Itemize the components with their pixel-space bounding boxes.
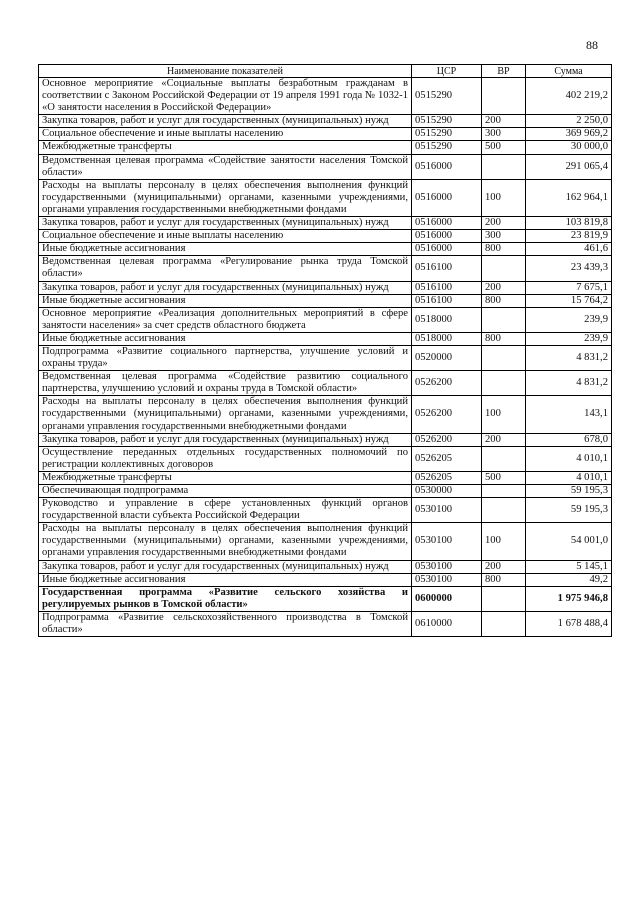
cell-name: Расходы на выплаты персоналу в целях обеспечения выполнения функций государственными (муниципальными) органами, казенными учреждениями, органами управления государственными внебюджетными фондами	[39, 523, 412, 560]
cell-name: Основное мероприятие «Реализация дополнительных мероприятий в сфере занятости населения» за счет средств областного бюджета	[39, 307, 412, 332]
budget-table	[38, 64, 612, 637]
cell-sum: 4 010,1	[526, 471, 612, 484]
cell-sum: 23 819,9	[526, 230, 612, 243]
cell-vr: 200	[482, 560, 526, 573]
cell-sum: 369 969,2	[526, 128, 612, 141]
cell-csr: 0516100	[412, 256, 482, 281]
cell-name: Ведомственная целевая программа «Содействие развитию социального партнерства, улучшению условий и охраны труда в Томской области»	[39, 371, 412, 396]
column-header-name: Наименование показателей	[39, 65, 412, 78]
cell-csr: 0518000	[412, 307, 482, 332]
cell-vr	[482, 611, 526, 636]
cell-sum: 30 000,0	[526, 141, 612, 154]
cell-csr: 0526200	[412, 396, 482, 433]
cell-name: Иные бюджетные ассигнования	[39, 294, 412, 307]
cell-vr: 800	[482, 573, 526, 586]
cell-vr: 300	[482, 128, 526, 141]
cell-name: Расходы на выплаты персоналу в целях обеспечения выполнения функций государственными (муниципальными) органами, казенными учреждениями, органами управления государственными внебюджетными фондами	[39, 396, 412, 433]
cell-sum: 49,2	[526, 573, 612, 586]
cell-name: Руководство и управление в сфере установленных функций органов государственной власти субъекта Российской Федерации	[39, 498, 412, 523]
table-row	[39, 560, 612, 573]
cell-csr: 0515290	[412, 141, 482, 154]
cell-name: Закупка товаров, работ и услуг для государственных (муниципальных) нужд	[39, 560, 412, 573]
cell-sum: 291 065,4	[526, 154, 612, 179]
cell-vr: 300	[482, 230, 526, 243]
cell-sum: 678,0	[526, 433, 612, 446]
cell-name: Ведомственная целевая программа «Регулирование рынка труда Томской области»	[39, 256, 412, 281]
cell-name: Социальное обеспечение и иные выплаты населению	[39, 230, 412, 243]
cell-csr: 0516000	[412, 179, 482, 216]
cell-vr: 200	[482, 281, 526, 294]
cell-vr	[482, 78, 526, 115]
cell-sum: 162 964,1	[526, 179, 612, 216]
table-row	[39, 485, 612, 498]
table-row	[39, 471, 612, 484]
table-row	[39, 243, 612, 256]
cell-sum: 103 819,8	[526, 217, 612, 230]
cell-name: Закупка товаров, работ и услуг для государственных (муниципальных) нужд	[39, 433, 412, 446]
cell-csr: 0526205	[412, 446, 482, 471]
table-row	[39, 371, 612, 396]
column-header-csr: ЦСР	[412, 65, 482, 78]
table-row	[39, 128, 612, 141]
table-row	[39, 179, 612, 216]
cell-vr: 100	[482, 179, 526, 216]
table-header-row	[39, 65, 612, 78]
cell-vr	[482, 446, 526, 471]
cell-sum: 4 010,1	[526, 446, 612, 471]
table-row	[39, 523, 612, 560]
cell-sum: 54 001,0	[526, 523, 612, 560]
cell-vr: 800	[482, 332, 526, 345]
cell-name: Закупка товаров, работ и услуг для государственных (муниципальных) нужд	[39, 115, 412, 128]
cell-name: Подпрограмма «Развитие сельскохозяйственного производства в Томской области»	[39, 611, 412, 636]
cell-sum: 402 219,2	[526, 78, 612, 115]
table-row	[39, 611, 612, 636]
column-header-sum: Сумма	[526, 65, 612, 78]
cell-csr: 0526205	[412, 471, 482, 484]
cell-sum: 143,1	[526, 396, 612, 433]
table-body	[39, 78, 612, 637]
cell-csr: 0530100	[412, 560, 482, 573]
cell-sum: 239,9	[526, 307, 612, 332]
cell-csr: 0516100	[412, 294, 482, 307]
table-row	[39, 217, 612, 230]
cell-csr: 0530100	[412, 573, 482, 586]
table-row	[39, 573, 612, 586]
cell-sum: 23 439,3	[526, 256, 612, 281]
table-row	[39, 396, 612, 433]
cell-csr: 0530100	[412, 523, 482, 560]
cell-name: Закупка товаров, работ и услуг для государственных (муниципальных) нужд	[39, 217, 412, 230]
table-row	[39, 115, 612, 128]
cell-sum: 15 764,2	[526, 294, 612, 307]
page-number: 88	[586, 38, 598, 52]
cell-name: Социальное обеспечение и иные выплаты населению	[39, 128, 412, 141]
cell-csr: 0518000	[412, 332, 482, 345]
cell-vr	[482, 307, 526, 332]
cell-name: Межбюджетные трансферты	[39, 471, 412, 484]
cell-csr: 0515290	[412, 78, 482, 115]
cell-sum: 4 831,2	[526, 345, 612, 370]
table-row	[39, 345, 612, 370]
table-row	[39, 332, 612, 345]
cell-vr: 500	[482, 471, 526, 484]
cell-name: Расходы на выплаты персоналу в целях обеспечения выполнения функций государственными (муниципальными) органами, казенными учреждениями, органами управления государственными внебюджетными фондами	[39, 179, 412, 216]
cell-name: Основное мероприятие «Социальные выплаты безработным гражданам в соответствии с Законом Российской Федерации от 19 апреля 1991 года № 1032-1 «О занятости населения в Российской Федерации»	[39, 78, 412, 115]
cell-name: Иные бюджетные ассигнования	[39, 332, 412, 345]
cell-sum: 239,9	[526, 332, 612, 345]
cell-vr: 800	[482, 294, 526, 307]
cell-csr: 0530100	[412, 498, 482, 523]
table-row	[39, 446, 612, 471]
table-row	[39, 256, 612, 281]
cell-vr	[482, 371, 526, 396]
cell-csr: 0516000	[412, 154, 482, 179]
cell-sum: 461,6	[526, 243, 612, 256]
cell-csr: 0516000	[412, 217, 482, 230]
cell-sum: 7 675,1	[526, 281, 612, 294]
cell-csr: 0600000	[412, 586, 482, 611]
cell-vr: 800	[482, 243, 526, 256]
cell-csr: 0610000	[412, 611, 482, 636]
cell-name: Иные бюджетные ассигнования	[39, 573, 412, 586]
table-row	[39, 141, 612, 154]
table-row	[39, 498, 612, 523]
cell-name: Закупка товаров, работ и услуг для государственных (муниципальных) нужд	[39, 281, 412, 294]
cell-vr	[482, 154, 526, 179]
cell-csr: 0515290	[412, 115, 482, 128]
column-header-vr: ВР	[482, 65, 526, 78]
table-row	[39, 433, 612, 446]
cell-vr: 200	[482, 433, 526, 446]
cell-sum: 1 975 946,8	[526, 586, 612, 611]
cell-name: Подпрограмма «Развитие социального партнерства, улучшение условий и охраны труда»	[39, 345, 412, 370]
cell-csr: 0526200	[412, 433, 482, 446]
cell-vr: 500	[482, 141, 526, 154]
cell-csr: 0516000	[412, 243, 482, 256]
cell-name: Осуществление переданных отдельных государственных полномочий по регистрации коллективных договоров	[39, 446, 412, 471]
cell-vr: 200	[482, 217, 526, 230]
cell-sum: 59 195,3	[526, 498, 612, 523]
table-row	[39, 281, 612, 294]
cell-csr: 0520000	[412, 345, 482, 370]
table-row	[39, 307, 612, 332]
cell-vr	[482, 345, 526, 370]
table-row	[39, 230, 612, 243]
table-row	[39, 586, 612, 611]
cell-csr: 0515290	[412, 128, 482, 141]
cell-name: Межбюджетные трансферты	[39, 141, 412, 154]
table-row	[39, 154, 612, 179]
cell-vr	[482, 256, 526, 281]
cell-csr: 0516000	[412, 230, 482, 243]
cell-sum: 59 195,3	[526, 485, 612, 498]
table-row	[39, 78, 612, 115]
cell-csr: 0516100	[412, 281, 482, 294]
cell-vr	[482, 586, 526, 611]
cell-vr	[482, 485, 526, 498]
cell-csr: 0530000	[412, 485, 482, 498]
cell-name: Обеспечивающая подпрограмма	[39, 485, 412, 498]
cell-name: Иные бюджетные ассигнования	[39, 243, 412, 256]
cell-sum: 1 678 488,4	[526, 611, 612, 636]
table-row	[39, 294, 612, 307]
cell-vr: 100	[482, 396, 526, 433]
cell-sum: 2 250,0	[526, 115, 612, 128]
cell-vr: 200	[482, 115, 526, 128]
cell-sum: 4 831,2	[526, 371, 612, 396]
cell-vr	[482, 498, 526, 523]
cell-vr: 100	[482, 523, 526, 560]
cell-sum: 5 145,1	[526, 560, 612, 573]
cell-name: Ведомственная целевая программа «Содействие занятости населения Томской области»	[39, 154, 412, 179]
cell-name: Государственная программа «Развитие сельского хозяйства и регулируемых рынков в Томской области»	[39, 586, 412, 611]
cell-csr: 0526200	[412, 371, 482, 396]
